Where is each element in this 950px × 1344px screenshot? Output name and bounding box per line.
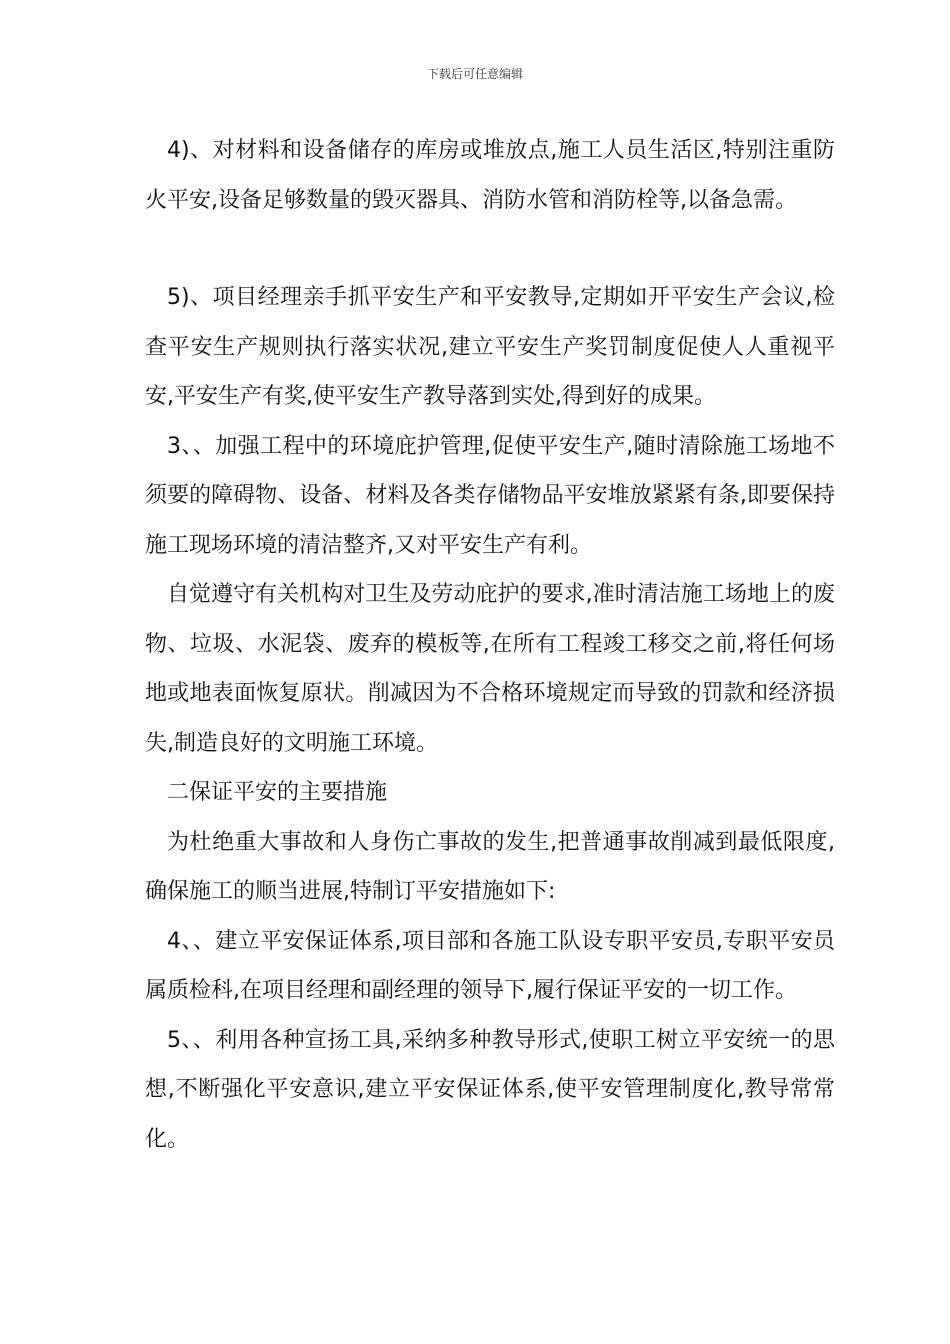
document-body	[145, 126, 835, 1164]
paragraph-safety-education: 5、、利用各种宣扬工具,采纳多种教导形式,使职工树立平安统一的思想,不断强化平安意识,建立平安保证体系,使平安管理制度化,教导常常化。	[145, 1027, 835, 1152]
section-heading: 二保证平安的主要措施	[167, 780, 388, 805]
header-note: 下载后可任意编辑	[426, 67, 523, 81]
paragraph-manager-responsibility: 5)、项目经理亲手抓平安生产和平安教导,定期如开平安生产会议,检查平安生产规则执行落实状况,建立平安生产奖罚制度促使人人重视平安,平安生产有奖,使平安生产教导落到实处,得到好的成果。	[145, 285, 835, 409]
paragraph-safety-intro: 为杜绝重大事故和人身伤亡事故的发生,把普通事故削减到最低限度,确保施工的顺当进展,特制订平安措施如下:	[145, 829, 835, 904]
paragraph-fire-safety: 4)、对材料和设备储存的库房或堆放点,施工人员生活区,特别注重防火平安,设备足够数量的毁灭器具、消防水管和消防栓等,以备急需。	[145, 138, 835, 213]
paragraph-environment-protection: 3、、加强工程中的环境庇护管理,促使平安生产,随时清除施工场地不须要的障碍物、设备、材料及各类存储物品平安堆放紧紧有条,即要保持施工现场环境的清洁整齐,又对平安生产有利。	[145, 433, 835, 558]
paragraph-hygiene-compliance: 自觉遵守有关机构对卫生及劳动庇护的要求,准时清洁施工场地上的废物、垃圾、水泥袋、废弃的模板等,在所有工程竣工移交之前,将任何场地或地表面恢复原状。削减因为不合格环境规定而导致的罚款和经济损失,制造良好的文明施工环境。	[145, 582, 835, 756]
paragraph-safety-system: 4、、建立平安保证体系,项目部和各施工队设专职平安员,专职平安员属质检科,在项目经理和副经理的领导下,履行保证平安的一切工作。	[145, 928, 835, 1003]
